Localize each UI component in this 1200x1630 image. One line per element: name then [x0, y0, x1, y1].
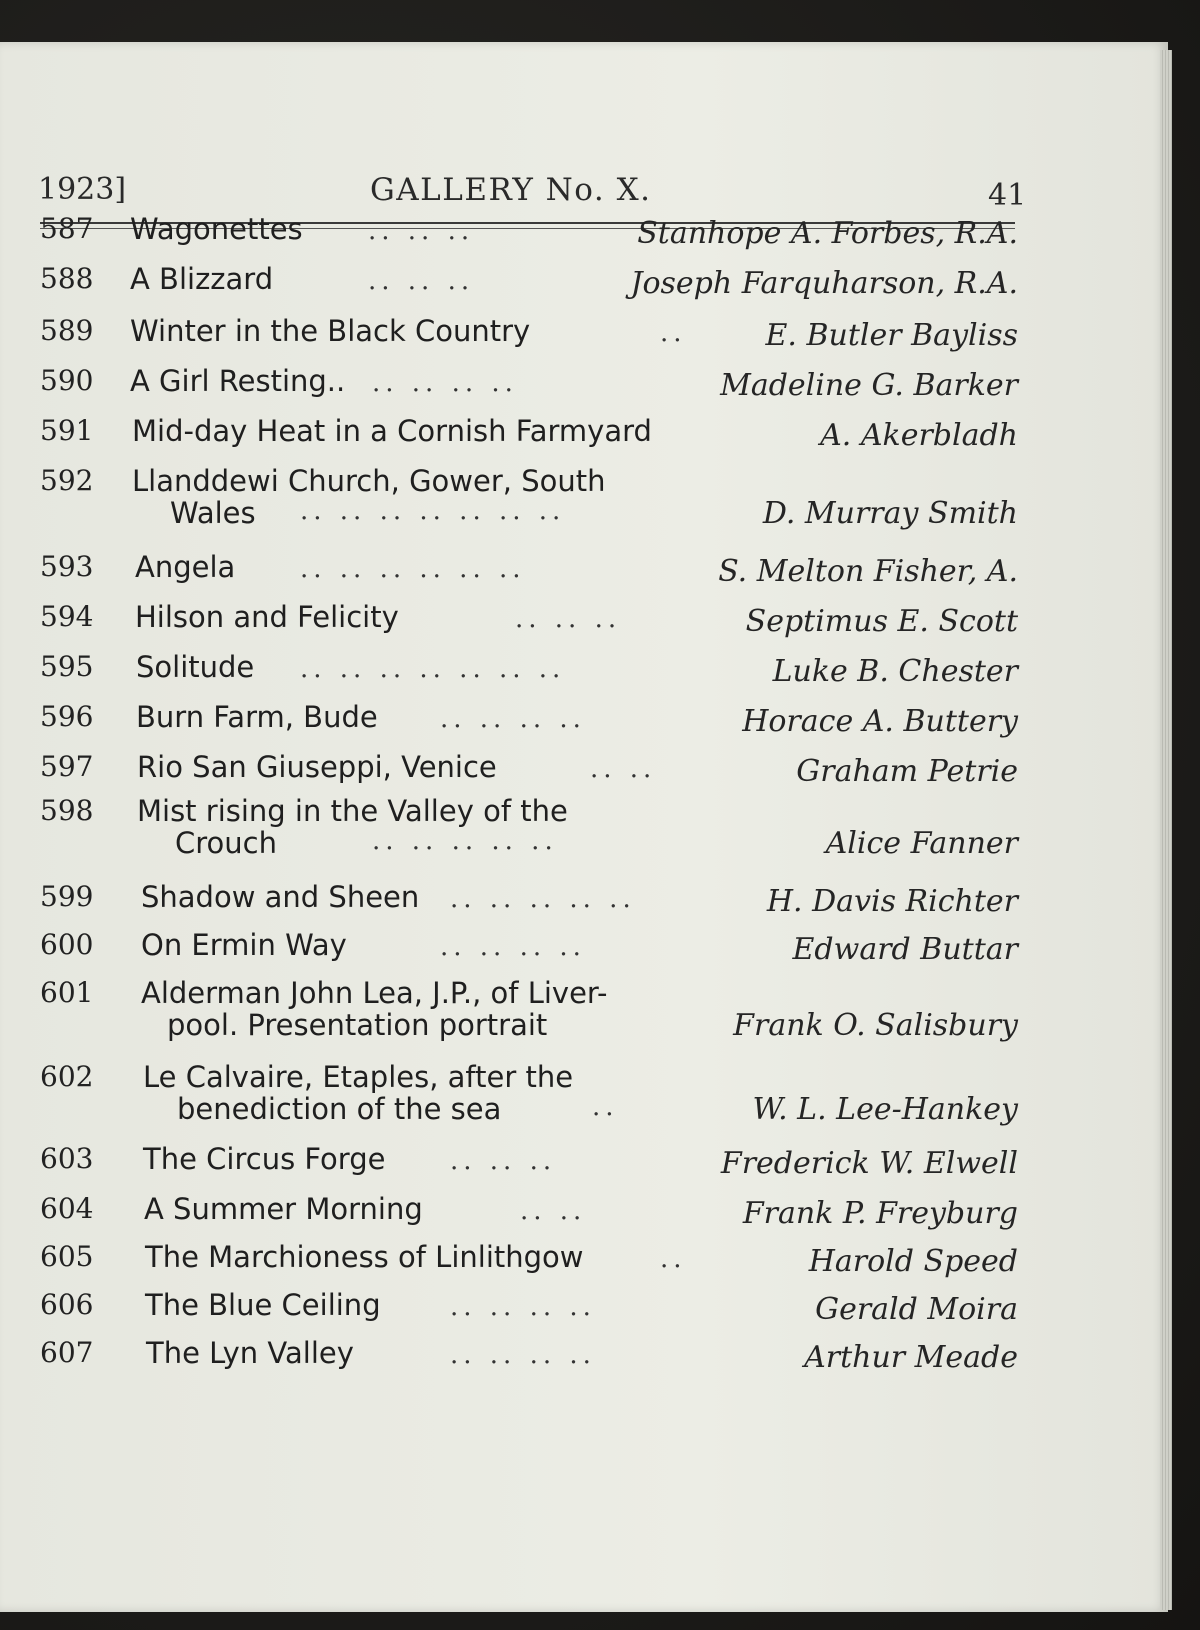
entry-artist: Alice Fanner [825, 826, 1018, 861]
entry-title: Wagonettes [130, 212, 303, 246]
entry-title: Shadow and Sheen [141, 880, 420, 914]
entry-title: Hilson and Felicity [135, 600, 399, 634]
page-number: 41 [988, 178, 1027, 213]
dot-leader: .. .. .. [368, 266, 475, 296]
entry-title: Llanddewi Church, Gower, South [132, 464, 606, 498]
entry-title: Le Calvaire, Etaples, after the [143, 1060, 574, 1094]
dot-leader: .. .. [590, 754, 657, 784]
dot-leader: .. .. .. .. [372, 368, 518, 398]
dot-leader: .. .. .. [515, 604, 622, 634]
entry-title: The Marchioness of Linlithgow [145, 1240, 584, 1274]
entry-artist: E. Butler Bayliss [765, 318, 1018, 353]
entry-artist: Harold Speed [808, 1244, 1018, 1279]
entry-title: A Blizzard [130, 262, 274, 296]
entry-title: On Ermin Way [141, 928, 347, 962]
catalogue-entry [0, 794, 1168, 880]
catalogue-entry [0, 700, 1168, 748]
catalogue-entry [0, 1060, 1168, 1146]
dot-leader: .. .. .. .. .. [372, 826, 558, 856]
entry-artist: Frank P. Freyburg [742, 1196, 1018, 1231]
entry-artist: Edward Buttar [792, 932, 1018, 967]
entry-artist: Horace A. Buttery [742, 704, 1018, 739]
dot-leader: .. [592, 1092, 619, 1122]
catalogue-entry [0, 650, 1168, 698]
entry-number: 589 [40, 314, 94, 347]
entry-title: Solitude [136, 650, 255, 684]
entry-number: 594 [40, 600, 94, 633]
catalogue-entry [0, 464, 1168, 550]
entry-artist: Luke B. Chester [772, 654, 1018, 689]
entry-artist: A. Akerbladh [820, 418, 1018, 453]
catalogue-entry [0, 1192, 1168, 1240]
dot-leader: .. .. .. .. [440, 932, 586, 962]
entry-number: 603 [40, 1142, 94, 1175]
catalogue-entry [0, 550, 1168, 598]
dot-leader: .. .. .. .. .. .. .. [300, 496, 566, 526]
catalogue-entry [0, 976, 1168, 1062]
entry-number: 592 [40, 464, 94, 497]
entry-artist: Frederick W. Elwell [720, 1146, 1018, 1181]
entry-number: 596 [40, 700, 94, 733]
entry-title: Alderman John Lea, J.P., of Liver- [141, 976, 608, 1010]
entry-title: Angela [135, 550, 236, 584]
dot-leader: .. .. .. .. [440, 704, 586, 734]
catalogue-entry [0, 212, 1168, 260]
dot-leader: .. .. .. .. [450, 1292, 596, 1322]
entry-artist: Frank O. Salisbury [733, 1008, 1018, 1043]
entry-number: 606 [40, 1288, 94, 1321]
catalogue-entry [0, 414, 1168, 462]
entry-number: 607 [40, 1336, 94, 1369]
entry-number: 601 [40, 976, 94, 1009]
entry-title-continued: Wales [170, 496, 256, 530]
entry-title: The Circus Forge [143, 1142, 386, 1176]
catalogue-entry [0, 600, 1168, 648]
entry-artist: Madeline G. Barker [720, 368, 1018, 403]
entry-number: 597 [40, 750, 94, 783]
catalogue-entry [0, 1336, 1168, 1384]
entry-artist: Septimus E. Scott [745, 604, 1018, 639]
page-edge [1160, 50, 1172, 1610]
entry-title: Rio San Giuseppi, Venice [137, 750, 497, 784]
entry-number: 593 [40, 550, 94, 583]
page-title: GALLERY No. X. [370, 172, 652, 208]
dot-leader: .. .. .. .. [450, 1340, 596, 1370]
entry-title: Mid-day Heat in a Cornish Farmyard [132, 414, 652, 448]
dot-leader: .. .. [520, 1196, 587, 1226]
catalogue-entry [0, 750, 1168, 798]
entry-number: 591 [40, 414, 94, 447]
entry-artist: Gerald Moira [815, 1292, 1018, 1327]
dot-leader: .. .. .. .. .. [450, 884, 636, 914]
entry-title: A Summer Morning [144, 1192, 423, 1226]
entry-title-continued: benediction of the sea [177, 1092, 502, 1126]
entry-title-continued: pool. Presentation portrait [167, 1008, 548, 1042]
catalogue-entry [0, 880, 1168, 928]
entry-title: Burn Farm, Bude [136, 700, 378, 734]
entry-artist: Stanhope A. Forbes, R.A. [637, 216, 1018, 251]
entry-artist: H. Davis Richter [766, 884, 1018, 919]
entry-title: A Girl Resting.. [130, 364, 346, 398]
catalogue-entry [0, 314, 1168, 362]
entry-artist: Joseph Farquharson, R.A. [630, 266, 1018, 301]
entry-number: 605 [40, 1240, 94, 1273]
entry-title: The Lyn Valley [146, 1336, 354, 1370]
entry-artist: S. Melton Fisher, A. [718, 554, 1018, 589]
catalogue-page [0, 42, 1168, 1612]
entry-title: Mist rising in the Valley of the [137, 794, 568, 828]
entry-artist: Arthur Meade [804, 1340, 1018, 1375]
entry-number: 598 [40, 794, 94, 827]
entry-number: 595 [40, 650, 94, 683]
entry-artist: W. L. Lee-Hankey [752, 1092, 1018, 1127]
catalogue-entry [0, 1288, 1168, 1336]
dot-leader: .. .. .. .. .. .. [300, 554, 526, 584]
entry-number: 600 [40, 928, 94, 961]
entry-title: Winter in the Black Country [130, 314, 531, 348]
entry-title-continued: Crouch [175, 826, 277, 860]
page-year: 1923] [38, 172, 127, 207]
entry-artist: D. Murray Smith [762, 496, 1018, 531]
dot-leader: .. .. .. [450, 1146, 557, 1176]
catalogue-entry [0, 928, 1168, 976]
entry-number: 602 [40, 1060, 94, 1093]
entry-number: 604 [40, 1192, 94, 1225]
dot-leader: .. [660, 1244, 687, 1274]
entry-number: 590 [40, 364, 94, 397]
catalogue-entry [0, 1240, 1168, 1288]
entry-title: The Blue Ceiling [145, 1288, 381, 1322]
entry-artist: Graham Petrie [796, 754, 1018, 789]
dot-leader: .. .. .. [368, 216, 475, 246]
entry-number: 587 [40, 212, 94, 245]
catalogue-entry [0, 364, 1168, 412]
entry-number: 599 [40, 880, 94, 913]
catalogue-entry [0, 1142, 1168, 1190]
catalogue-entry [0, 262, 1168, 310]
dot-leader: .. [660, 318, 687, 348]
entry-number: 588 [40, 262, 94, 295]
dot-leader: .. .. .. .. .. .. .. [300, 654, 566, 684]
